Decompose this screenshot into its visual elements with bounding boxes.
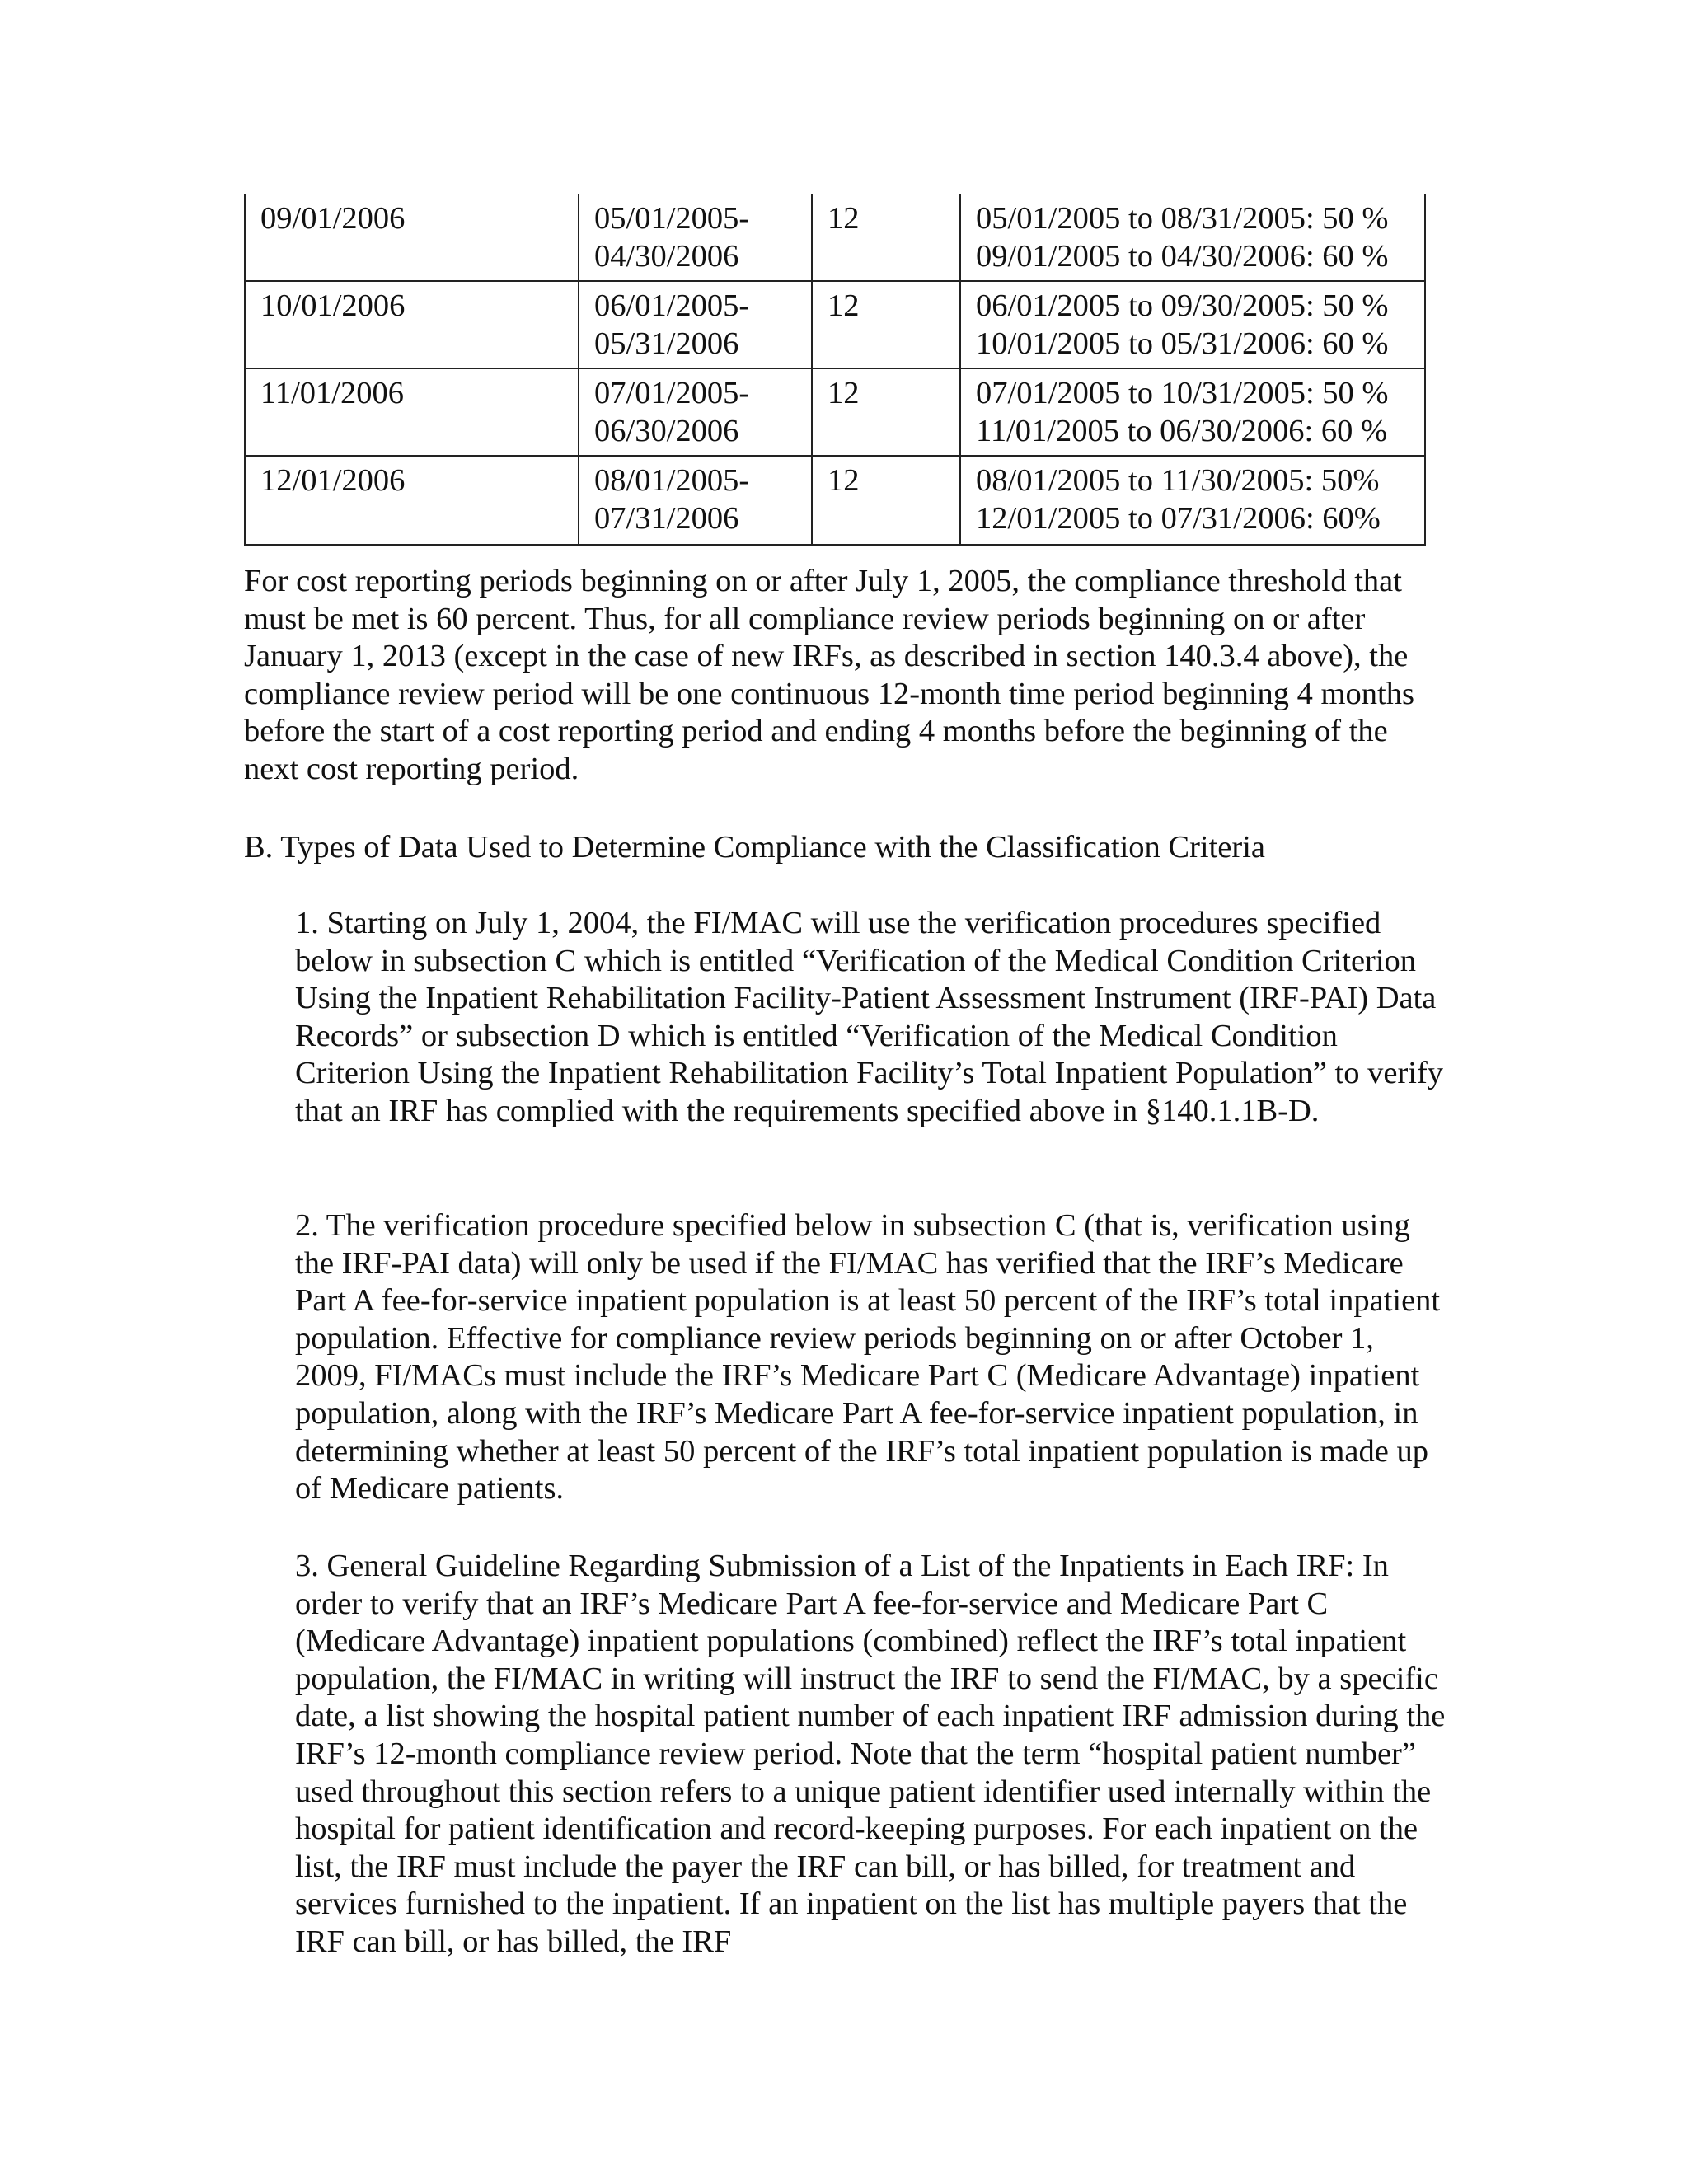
threshold-cell: 08/01/2005 to 11/30/2005: 50% 12/01/2005 to 07/31/2006: 60% [960, 456, 1425, 545]
list-item-2: 2. The verification procedure specified below in subsection C (that is, verification using the IRF-PAI data) will only be used if the FI/MAC has verified that the IRF’s Medicare Part A fee-for-service inpatient population is at least 50 percent of the IRF’s total inpatient population. Effective for compliance review periods beginning on or after October 1, 2009, FI/MACs must include the IRF’s Medicare Part C (Medicare Advantage) inpatient population, along with the IRF’s Medicare Part A fee-for-service inpatient population, in determining whether at least 50 percent of the IRF’s total inpatient population is made up of Medicare patients. [295, 1208, 1441, 1507]
cost-period-start-cell: 12/01/2006 [245, 456, 579, 545]
review-period-cell: 06/01/2005- 05/31/2006 [579, 281, 812, 368]
list-item-3: 3. General Guideline Regarding Submission of a List of the Inpatients in Each IRF: In order to verify that an IRF’s Medicare Part A fee-for-service and Medicare Part C (Medicare Advantage) inpatient populations (combined) reflect the IRF’s total inpatient population, the FI/MAC in writing will instruct the IRF to send the FI/MAC, by a specific date, a list showing the hospital patient number of each inpatient IRF admission during the IRF’s 12-month compliance review period. Note that the term “hospital patient number” used throughout this section refers to a unique patient identifier used internally within the hospital for patient identification and record-keeping purposes. For each inpatient on the list, the IRF must include the payer the IRF can bill, or has billed, for treatment and services furnished to the inpatient. If an inpatient on the list has multiple payers that the IRF can bill, or has billed, the IRF [295, 1549, 1446, 1959]
table-row [245, 368, 1425, 456]
months-cell: 12 [812, 194, 960, 281]
cost-reporting-paragraph: For cost reporting periods beginning on or after July 1, 2005, the compliance threshold that must be met is 60 percent. Thus, for all compliance review periods beginning on or after January 1, 2013 (except in the case of new IRFs, as described in section 140.3.4 above), the compliance review period will be one continuous 12-month time period beginning 4 months before the start of a cost reporting period and ending 4 months before the beginning of the next cost reporting period. [244, 564, 1414, 786]
review-period-cell: 07/01/2005- 06/30/2006 [579, 368, 812, 456]
months-cell: 12 [812, 368, 960, 456]
section-b-heading: B. Types of Data Used to Determine Compliance with the Classification Criteria [244, 830, 1265, 865]
table-row [245, 194, 1425, 281]
threshold-cell: 05/01/2005 to 08/31/2005: 50 % 09/01/2005 to 04/30/2006: 60 % [960, 194, 1425, 281]
review-period-cell: 05/01/2005- 04/30/2006 [579, 194, 812, 281]
compliance-review-table [244, 194, 1426, 546]
cost-period-start-cell: 09/01/2006 [245, 194, 579, 281]
months-cell: 12 [812, 281, 960, 368]
review-period-cell: 08/01/2005- 07/31/2006 [579, 456, 812, 545]
months-cell: 12 [812, 456, 960, 545]
table-row [245, 281, 1425, 368]
list-item-1: 1. Starting on July 1, 2004, the FI/MAC will use the verification procedures specified below in subsection C which is entitled “Verification of the Medical Condition Criterion Using the Inpatient Rehabilitation Facility-Patient Assessment Instrument (IRF-PAI) Data Records” or subsection D which is entitled “Verification of the Medical Condition Criterion Using the Inpatient Rehabilitation Facility’s Total Inpatient Population” to verify that an IRF has complied with the requirements specified above in §140.1.1B-D. [295, 906, 1444, 1128]
cost-period-start-cell: 10/01/2006 [245, 281, 579, 368]
threshold-cell: 07/01/2005 to 10/31/2005: 50 % 11/01/2005 to 06/30/2006: 60 % [960, 368, 1425, 456]
table-row [245, 456, 1425, 545]
cost-period-start-cell: 11/01/2006 [245, 368, 579, 456]
threshold-cell: 06/01/2005 to 09/30/2005: 50 % 10/01/2005 to 05/31/2006: 60 % [960, 281, 1425, 368]
